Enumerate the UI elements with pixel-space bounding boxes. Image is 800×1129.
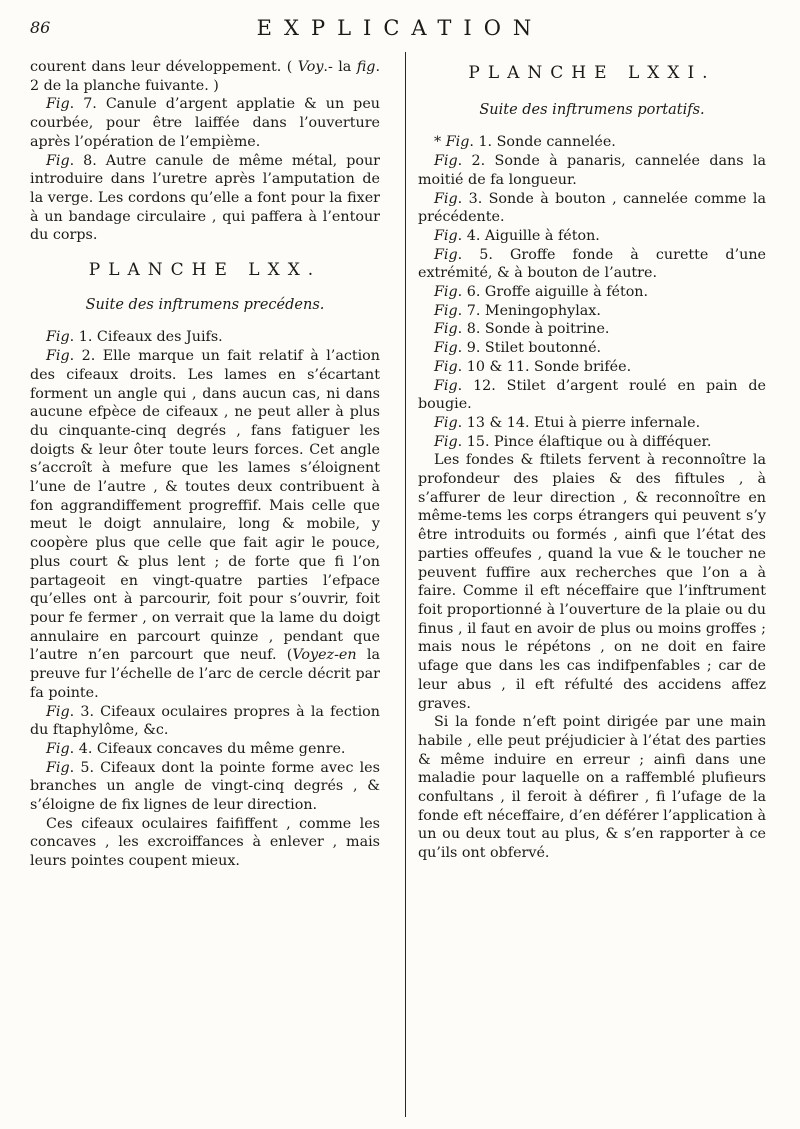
paragraph: Fig. 2. Elle marque un fait relatif à l’action des cifeaux droits. Les lames en s’écartant forment un angle qui , dans aucun cas, ni dans aucune efpèce de cifeaux , ne peut aller à plus du cinquante-cinq degrés , fans fatiguer les doigts & leur ôter toute leurs forces. Cet angle s’accroît à mefure que les lames s’éloignent l’une de l’autre , & toutes deux contribuent à fon aggrandiffement progreffif. Mais celle que meut le doigt annulaire, long & mobile, y coopère plus que celle que fait agir le pouce, plus court & plus lent ; de forte que fi l’on partageoit en vingt-quatre parties l’efpace qu’elles ont à parcourir, foit pour s’ouvrir, foit pour fe fermer , on verrait que la lame du doigt annulaire en parcourt quinze , pendant que l’autre n’en parcourt que neuf. (Voyez-en la preuve fur l’échelle de l’arc de cercle décrit par fa pointe. [30, 348, 380, 701]
plate-heading: PLANCHE LXX. [88, 260, 322, 281]
paragraph: Ces cifeaux oculaires faififfent , comme les concaves , les excroiffances à enlever , mais leurs pointes coupent mieux. [30, 815, 380, 870]
running-title: EXPLICATION [256, 16, 544, 40]
paragraph: Fig. 4. Aiguille à féton. [434, 227, 600, 244]
plate-heading: PLANCHE LXXI. [468, 63, 716, 83]
paragraph: Fig. 10 & 11. Sonde brifée. [434, 358, 632, 375]
column-divider [405, 52, 406, 1117]
paragraph: Fig. 12. Stilet d’argent roulé en pain de bougie. [418, 377, 766, 413]
paragraph: Fig. 5. Groffe fonde à curette d’une extrémité, & à bouton de l’autre. [418, 246, 766, 282]
paragraph: Fig. 2. Sonde à panaris, cannelée dans la moitié de fa longueur. [418, 153, 766, 188]
paragraph: Fig. 7. Meningophylax. [434, 302, 601, 319]
paragraph: Fig. 13 & 14. Etui à pierre infernale. [434, 414, 701, 431]
left-column [30, 58, 380, 871]
paragraph: Fig. 15. Pince élaftique ou à difféquer. [434, 433, 712, 450]
page-number: 86 [30, 18, 51, 37]
paragraph: Les fondes & ftilets fervent à reconnoître la profondeur des plaies & des fiftules , à s’affurer de leur direction , & reconnoître en même-tems les corps étrangers qui peuvent s’y être introduits ou formés , ainfi que l’état des parties offeufes , quand la vue & le toucher ne peuvent fuffire aux recherches que l’on a à faire. Comme il eft néceffaire que l’inftrument foit proportionné à l’ouverture de la plaie ou du finus , il faut en avoir de plus ou moins groffes ; mais nous le répétons , on ne doit en faire ufage que dans les cas indifpenfables ; car de leur abus , il eft réfulté des accidens affez graves. [418, 452, 766, 712]
paragraph: Fig. 8. Autre canule de même métal, pour introduire dans l’uretre après l’amputation de la verge. Les cordons qu’elle a font pour la fixer à un bandage circulaire , qui paffera à l’entour du corps. [30, 152, 380, 244]
paragraph: courent dans leur développement. ( Voy.- la fig. 2 de la planche fuivante. ) [30, 59, 381, 94]
paragraph: * Fig. 1. Sonde cannelée. [434, 134, 616, 151]
section-subtitle: Suite des inftrumens portatifs. [479, 101, 705, 118]
paragraph: Fig. 3. Sonde à bouton , cannelée comme la précédente. [418, 190, 766, 226]
section-subtitle: Suite des inftrumens precédens. [85, 296, 325, 313]
paragraph: Fig. 7. Canule d’argent applatie & un peu courbée, pour être laiffée dans l’ouverture après l’opération de l’empième. [30, 96, 380, 150]
page-header [24, 12, 776, 44]
paragraph: Fig. 3. Cifeaux oculaires propres à la fection du ftaphylôme, &c. [30, 703, 380, 739]
paragraph: Fig. 1. Cifeaux des Juifs. [46, 329, 223, 346]
paragraph: Fig. 6. Groffe aiguille à féton. [434, 284, 649, 301]
paragraph: Fig. 5. Cifeaux dont la pointe forme avec les branches un angle de vingt-cinq degrés , & s’éloigne de fix lignes de leur direction. [30, 759, 380, 814]
paragraph: Si la fonde n’eft point dirigée par une main habile , elle peut préjudicier à l’état des parties & même induire en erreur ; ainfi dans une maladie pour laquelle on a raffemblé plufieurs confultans , il feroit à défirer , fi l’ufage de la fonde eft néceffaire, d’en déférer l’application à un ou deux tout au plus, & s’en rapporter à ce qu’ils ont obfervé. [418, 714, 766, 862]
paragraph: Fig. 9. Stilet boutonné. [434, 340, 602, 357]
paragraph: Fig. 8. Sonde à poitrine. [434, 321, 610, 338]
right-column [418, 50, 766, 863]
paragraph: Fig. 4. Cifeaux concaves du même genre. [46, 740, 346, 757]
